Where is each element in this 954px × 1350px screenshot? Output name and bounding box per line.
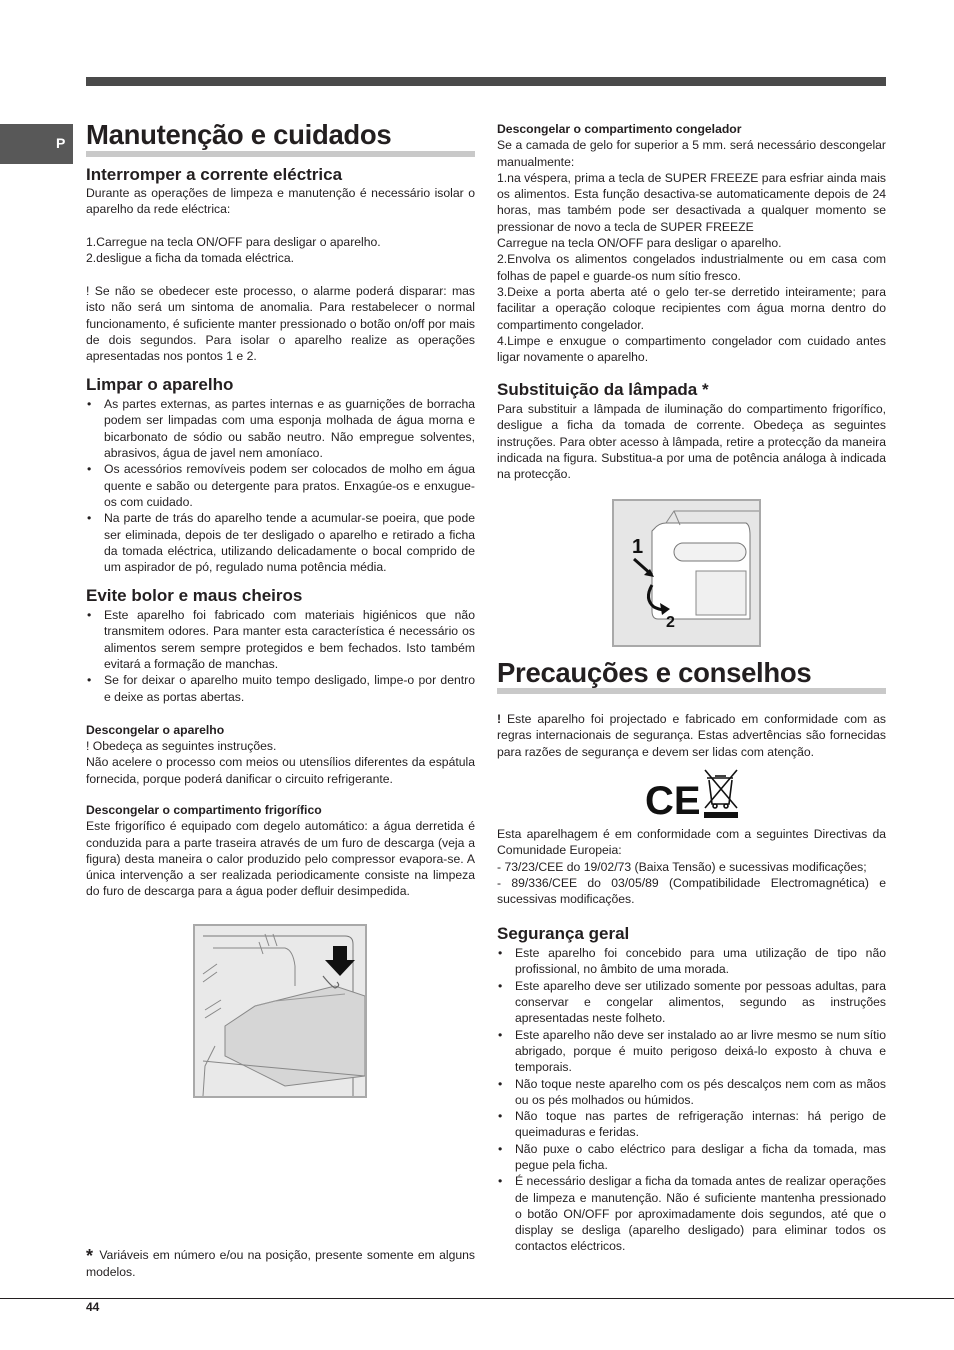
list-item: • Este aparelho deve ser utilizado somente por pessoas adultas, para conservar e congelar alimentos, segundo as instruções apresentadas neste folheto. xyxy=(497,978,886,1027)
paragraph: 2.Envolva os alimentos congelados industrialmente ou em casa com folhas de papel e guarde-os num sítio fresco. xyxy=(497,252,886,283)
footer-rule xyxy=(0,1298,954,1299)
paragraph: Se a camada de gelo for superior a 5 mm. será necessário descongelar manualmente: xyxy=(497,138,886,169)
language-tab-label: P xyxy=(56,135,66,151)
weee-bin-icon xyxy=(705,770,737,808)
heading-interrupt-power: Interromper a corrente eléctrica xyxy=(86,164,343,184)
left-column xyxy=(86,114,475,1098)
paragraph: - 89/336/CEE do 03/05/89 (Compatibilidade Electromagnética) e sucessivas modificações. xyxy=(497,875,886,907)
section-title-maintenance: Manutenção e cuidados xyxy=(86,121,475,152)
list-item: • Os acessórios removíveis podem ser colocados de molho em água quente e sabão ou detergente para pratos. Enxagúe-os e enxugue-os com cuidado. xyxy=(86,461,475,510)
warning-mark: ! xyxy=(497,712,502,727)
paragraph: ! Se não se obedecer este processo, o alarme poderá disparar: mas isto não será um sintoma de anomalia. Para restabelecer o normal funcionamento, é suficiente manter pressionado o botão on/off por mais de dois segundos. Para isolar o aparelho realize as operações apresentadas nos pontos 1 e 2. xyxy=(86,283,475,364)
list-item: • As partes externas, as partes internas e as guarnições de borracha podem ser limpadas com uma esponja molhada de água morna e bicarbonato de sódio ou sabão neutro. Não empregue solventes, abrasivos, água de javel nem amoníaco. xyxy=(86,396,475,461)
header-bar xyxy=(86,77,886,86)
list-item: • Este aparelho foi fabricado com materiais higiénicos que não transmitem odores. Para manter esta característica é necessário os alimentos serem sempre protegidos e bem fechados. Isto também evitará a formação de manchas. xyxy=(86,607,475,672)
page-number: 44 xyxy=(86,1300,100,1314)
footnote-asterisk: * xyxy=(86,1246,94,1266)
footnote xyxy=(86,1247,475,1281)
heading-lamp-replacement: Substituição da lâmpada * xyxy=(497,380,709,400)
intro-text: Este aparelho foi projectado e fabricado em conformidade com as regras internacionais de segurança. Estas advertências são fornecidas para razões de segurança e devem ser lidas com atenção. xyxy=(497,712,886,759)
list-item: • Se for deixar o aparelho muito tempo desligado, limpe-o por dentro e deixe as portas abertas. xyxy=(86,672,475,705)
ce-weee-icon xyxy=(645,768,745,820)
paragraph: ! Obedeça as seguintes instruções. xyxy=(86,739,277,754)
section-title-precautions: Precauções e conselhos xyxy=(497,659,886,690)
paragraph: - 73/23/CEE do 19/02/73 (Baixa Tensão) e sucessivas modificações; xyxy=(497,859,867,874)
bullet-list xyxy=(86,396,475,575)
list-item: • Não toque neste aparelho com os pés descalços nem com as mãos ou os pés molhados ou húmidos. xyxy=(497,1076,886,1109)
paragraph: Não acelere o processo com meios ou utensílios diferentes da espátula fornecida, porque poderá danificar o circuito refrigerante. xyxy=(86,755,475,786)
list-item: • Este aparelho foi concebido para uma utilização de tipo não profissional, no âmbito de uma morada. xyxy=(497,945,886,978)
right-column xyxy=(497,122,886,1255)
lamp-cover-figure xyxy=(612,499,761,647)
conformity-marks xyxy=(645,768,886,820)
heading-avoid-mould: Evite bolor e maus cheiros xyxy=(86,586,303,606)
lamp-cover-illustration xyxy=(614,501,759,645)
drain-hole-illustration xyxy=(195,926,365,1096)
heading-defrost-freezer: Descongelar o compartimento congelador xyxy=(497,122,742,136)
paragraph: Para substituir a lâmpada de iluminação do compartimento frigorífico, desligue a ficha da tomada de corrente. Obedeça as seguintes instruções. Para obter acesso à lâmpada, retire a protecção da maneira indicada na figura. Substitua-a por uma de potência análoga à indicada na protecção. xyxy=(497,402,886,482)
ce-mark: CE xyxy=(645,778,701,820)
heading-clean-appliance: Limpar o aparelho xyxy=(86,375,234,395)
figure-label-2: 2 xyxy=(666,613,675,631)
list-item: • Na parte de trás do aparelho tende a acumular-se poeira, que pode ser eliminada, depois de ter desligado o aparelho e retirado a ficha da tomada eléctrica, utilizando delicadamente o bocal comprido de um aspirador de pó, regulado numa potência média. xyxy=(86,510,475,575)
language-tab xyxy=(0,124,73,164)
heading-defrost-fridge: Descongelar o compartimento frigorífico xyxy=(86,803,322,818)
paragraph: 1.Carregue na tecla ON/OFF para desligar o aparelho. xyxy=(86,235,381,250)
paragraph: Durante as operações de limpeza e manutenção é necessário isolar o aparelho da rede eléctrica: xyxy=(86,186,475,217)
paragraph: Carregue na tecla ON/OFF para desligar o aparelho. xyxy=(497,236,782,251)
footnote-text: Variáveis em número e/ou na posição, presente somente em alguns modelos. xyxy=(86,1248,476,1280)
figure-label-1: 1 xyxy=(632,535,644,558)
list-item: • Não puxe o cabo eléctrico para desligar a ficha da tomada, mas pegue pela ficha. xyxy=(497,1141,886,1174)
paragraph: 1.na véspera, prima a tecla de SUPER FREEZE para esfriar ainda mais os alimentos. Esta função desactiva-se automaticamente depois de 24 horas, mas também pode ser desactivada a qualquer momento se pressionar de novo a tecla de SUPER FREEZE xyxy=(497,170,886,234)
paragraph: 2.desligue a ficha da tomada eléctrica. xyxy=(86,251,294,266)
heading-defrost-appliance: Descongelar o aparelho xyxy=(86,722,225,737)
paragraph: Esta aparelhagem é em conformidade com a seguintes Directivas da Comunidade Europeia: xyxy=(497,826,886,858)
heading-general-safety: Segurança geral xyxy=(497,924,630,944)
drain-hole-figure xyxy=(193,924,367,1098)
list-item: • É necessário desligar a ficha da tomada antes de realizar operações de limpeza e manutenção. Não é suficiente mantenha pressionado o botão ON/OFF por aproximadamente dois segundos, até que o display se desliga (aparelho desligado) para eliminar todos os contactos eléctricos. xyxy=(497,1173,886,1254)
list-item: • Este aparelho não deve ser instalado ao ar livre mesmo se num sítio abrigado, porque é muito perigoso deixá-lo exposto à chuva e temporais. xyxy=(497,1027,886,1076)
paragraph: 4.Limpe e enxugue o compartimento congelador com cuidado antes ligar novamente o aparelho. xyxy=(497,333,886,365)
paragraph: 3.Deixe a porta aberta até o gelo ter-se derretido inteiramente; para facilitar a operação coloque recipientes com água morna dentro do compartimento congelador. xyxy=(497,284,886,332)
intro-paragraph xyxy=(497,711,886,760)
bullet-list xyxy=(497,945,886,1255)
paragraph: Este frigorífico é equipado com degelo automático: a água derretida é conduzida para a parte traseira através de um furo de descarga (veja a figura) desta maneira o calor produzido pelo compressor evapora-se. A única intervenção a ser realizada periodicamente consiste na limpeza do furo de descarga para a água poder defluir desimpedida. xyxy=(86,819,475,899)
bullet-list xyxy=(86,607,475,705)
list-item: • Não toque nas partes de refrigeração internas: há perigo de queimaduras e feridas. xyxy=(497,1108,886,1141)
